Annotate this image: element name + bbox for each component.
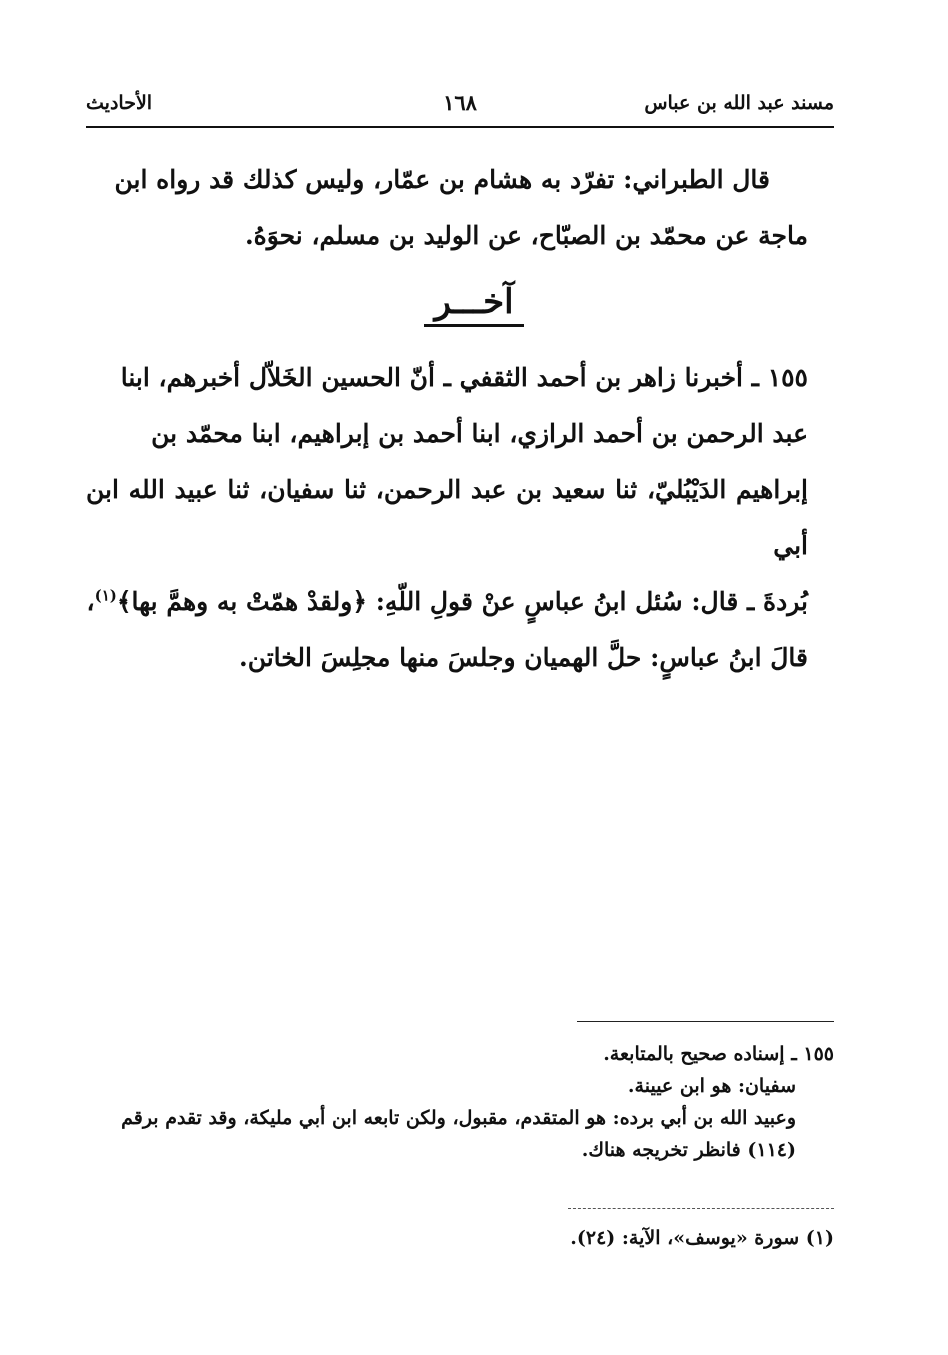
footnote-ref[interactable]: (١) <box>94 586 117 605</box>
endnote-rule <box>568 1208 834 1209</box>
header-rule <box>86 126 834 128</box>
note-line: ١٥٥ ـ إسناده صحيح بالمتابعة. <box>603 1043 834 1065</box>
text-line <box>86 574 808 630</box>
line-tail: ، <box>86 587 95 616</box>
running-header <box>86 90 834 120</box>
text-line: عبد الرحمن بن أحمد الرازي، ابنا أحمد بن إبراهيم، ابنا محمّد بن <box>151 419 808 448</box>
page-number: ١٦٨ <box>443 90 477 115</box>
note-line: سفيان: هو ابن عيينة. <box>627 1075 796 1097</box>
text-line: ١٥٥ ـ أخبرنا زاهر بن أحمد الثقفي ـ أنّ الحسين الخَلاّل أخبرهم، ابنا <box>120 363 808 392</box>
commentary-notes <box>106 1038 834 1166</box>
paragraph-tabarani <box>86 152 808 264</box>
text-line: قال الطبراني: تفرّد به هشام بن عمّار، وليس كذلك قد رواه ابن <box>114 165 770 194</box>
footnote-rule <box>577 1021 834 1022</box>
section-heading <box>0 282 948 322</box>
text-line-body: بُردةَ ـ قال: سُئل ابنُ عباسٍ عنْ قولِ اللّهِ: ﴿ولقدْ همّتْ به وهمَّ بها﴾ <box>116 587 808 616</box>
section-heading-text: آخـــر <box>424 282 523 327</box>
section-name: الأحاديث <box>86 92 153 114</box>
text-line: قالَ ابنُ عباسٍ: حلَّ الهميان وجلسَ منها مجلِسَ الخاتن. <box>238 643 808 672</box>
text-line: إبراهيم الدَيْبُليّ، ثنا سعيد بن عبد الرحمن، ثنا سفيان، ثنا عبيد الله ابن أبي <box>86 475 808 560</box>
hadith-155 <box>86 350 808 686</box>
note-line: (١١٤) فانظر تخريجه هناك. <box>581 1139 796 1161</box>
text-line: ماجة عن محمّد بن الصبّاح، عن الوليد بن مسلم، نحوَهُ. <box>244 221 808 250</box>
book-title: مسند عبد الله بن عباس <box>644 92 834 114</box>
note-line: وعبيد الله بن أبي برده: هو المتقدم، مقبول، ولكن تابعه ابن أبي مليكة، وقد تقدم برقم <box>121 1107 796 1129</box>
quran-reference-note: (١) سورة «يوسف»، الآية: (٢٤). <box>570 1227 834 1249</box>
